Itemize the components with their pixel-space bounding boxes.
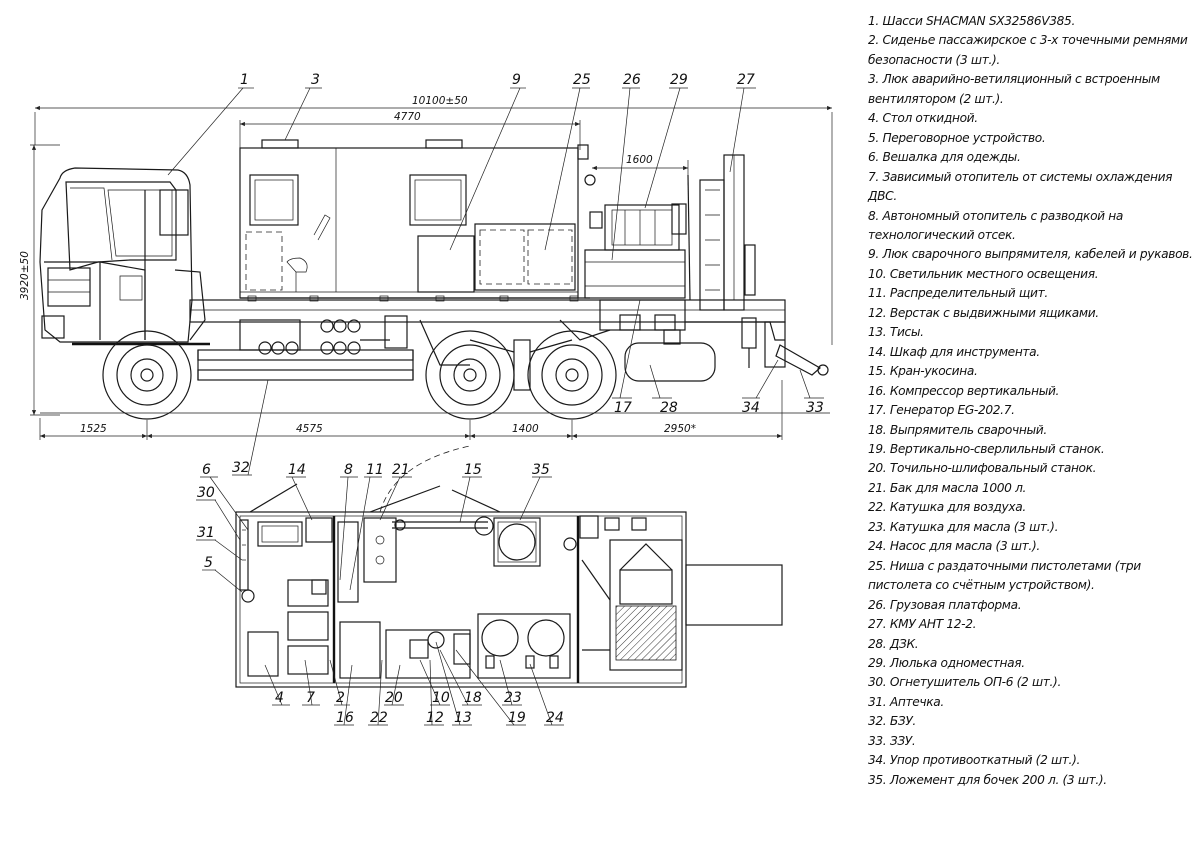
legend-item: 8. Автономный отопитель с разводкой на технологический отсек. (868, 208, 1124, 242)
plan-workshop-equipment (338, 518, 576, 678)
callout-35: 35 (532, 462, 550, 478)
legend-item: 27. КМУ АНТ 12-2. (868, 617, 977, 632)
cargo-platform (585, 204, 686, 298)
callout-2: 2 (336, 690, 345, 706)
legend-item: 6. Вешалка для одежды. (868, 150, 1021, 165)
legend-item: 4. Стол откидной. (868, 111, 978, 126)
callout-29: 29 (670, 72, 688, 88)
callout-7: 7 (306, 690, 315, 706)
callout-17: 17 (614, 400, 632, 416)
callout-33: 33 (806, 400, 824, 416)
callout-3: 3 (311, 72, 320, 88)
callout-13: 13 (454, 710, 472, 726)
axle-mechanism (470, 340, 572, 390)
legend-item: 28. ДЗК. (868, 636, 919, 651)
legend-item: 12. Верстак с выдвижными ящиками. (868, 305, 1099, 320)
legend-item: 11. Распределительный щит. (868, 286, 1048, 301)
callout-10: 10 (432, 690, 450, 706)
callout-9: 9 (512, 72, 521, 88)
legend-item: 15. Кран-укосина. (868, 364, 978, 379)
plan-cabin-equipment (240, 518, 332, 676)
callout-14: 14 (288, 462, 306, 478)
plan-rear-compartment (580, 516, 682, 670)
callout-25: 25 (573, 72, 591, 88)
callout-24: 24 (546, 710, 564, 726)
legend-item: 32. БЗУ. (868, 714, 916, 729)
legend-item: 2. Сиденье пассажирское с 3-х точечными ремнями безопасности (3 шт.). (868, 33, 1188, 67)
legend-item: 35. Ложемент для бочек 200 л. (3 шт.). (868, 772, 1107, 787)
legend-item: 26. Грузовая платформа. (868, 597, 1022, 612)
side-view (19, 72, 832, 476)
callout-1: 1 (240, 72, 249, 88)
legend-item: 30. Огнетушитель ОП-6 (2 шт.). (868, 675, 1061, 690)
dim-wheelbase-text: 4575 (296, 423, 323, 435)
callout-16: 16 (336, 710, 354, 726)
side-callouts (168, 72, 824, 476)
rear-support (742, 318, 828, 375)
callout-12: 12 (426, 710, 444, 726)
callout-20: 20 (385, 690, 403, 706)
legend-item: 19. Вертикально-сверлильный станок. (868, 441, 1105, 456)
callout-19: 19 (508, 710, 526, 726)
legend-item: 1. Шасси SHACMAN SX32586V385. (868, 14, 1075, 28)
plan-view (196, 446, 782, 726)
dim-height-text: 3920±50 (19, 251, 31, 300)
callout-8: 8 (344, 462, 353, 478)
legend-item: 33. ЗЗУ. (868, 733, 916, 748)
legend-item: 34. Упор противооткатный (2 шт.). (868, 753, 1080, 768)
service-body (240, 140, 595, 301)
callout-32: 32 (232, 460, 250, 476)
dim-crane-zone-text: 1600 (626, 154, 653, 166)
legend-item: 9. Люк сварочного выпрямителя, кабелей и рукавов. (868, 247, 1193, 262)
legend-item: 17. Генератор EG-202.7. (868, 403, 1015, 418)
legend-item: 24. Насос для масла (3 шт.). (868, 539, 1040, 554)
callout-21: 21 (392, 462, 410, 478)
callout-28: 28 (660, 400, 678, 416)
legend-item: 5. Переговорное устройство. (868, 130, 1046, 145)
wheel-rear-1 (426, 331, 514, 419)
legend-item: 18. Выпрямитель сварочный. (868, 422, 1047, 437)
callout-27: 27 (737, 72, 755, 88)
legend-item: 7. Зависимый отопитель от системы охлаждения ДВС. (868, 169, 1173, 204)
dim-crane-zone (592, 154, 688, 185)
legend-item: 10. Светильник местного освещения. (868, 266, 1099, 281)
callout-31: 31 (197, 525, 215, 541)
legend-item: 29. Люлька одноместная. (868, 655, 1025, 670)
callout-15: 15 (464, 462, 482, 478)
callout-23: 23 (504, 690, 522, 706)
legend-item: 13. Тисы. (868, 325, 924, 340)
callout-11: 11 (366, 462, 384, 478)
legend-item: 3. Люк аварийно-ветиляционный с встроенным вентилятором (2 шт.). (868, 72, 1160, 106)
callout-26: 26 (623, 72, 641, 88)
truck-cab (40, 168, 210, 344)
legend-item: 25. Ниша с раздаточными пистолетами (три пистолета со счётным устройством). (868, 558, 1141, 593)
parts-legend (868, 12, 1193, 790)
callout-22: 22 (370, 710, 388, 726)
legend-item: 16. Компрессор вертикальный. (868, 383, 1060, 398)
dzk-cylinder (625, 330, 715, 381)
callout-18: 18 (464, 690, 482, 706)
legend-item: 20. Точильно-шлифовальный станок. (868, 461, 1097, 476)
legend-item: 22. Катушка для воздуха. (868, 500, 1026, 515)
dim-body-length-text: 4770 (394, 111, 421, 123)
callout-6: 6 (202, 462, 211, 478)
dim-body-length (240, 111, 580, 150)
dim-front-overhang-text: 1525 (80, 423, 107, 435)
dim-rear-overhang-text: 2950* (664, 423, 696, 435)
legend-item: 14. Шкаф для инструмента. (868, 344, 1040, 359)
dim-overall-length-text: 10100±50 (412, 95, 468, 107)
crane-kmu (688, 155, 755, 310)
callout-5: 5 (204, 555, 213, 571)
legend-item: 23. Катушка для масла (3 шт.). (868, 519, 1059, 534)
callout-34: 34 (742, 400, 760, 416)
callout-4: 4 (275, 690, 284, 706)
dim-bogie-text: 1400 (512, 423, 539, 435)
legend-item: 31. Аптечка. (868, 694, 944, 709)
callout-30: 30 (197, 485, 215, 501)
wheel-rear-2 (528, 331, 616, 419)
tank-group (259, 320, 360, 354)
legend-item: 21. Бак для масла 1000 л. (868, 480, 1027, 495)
